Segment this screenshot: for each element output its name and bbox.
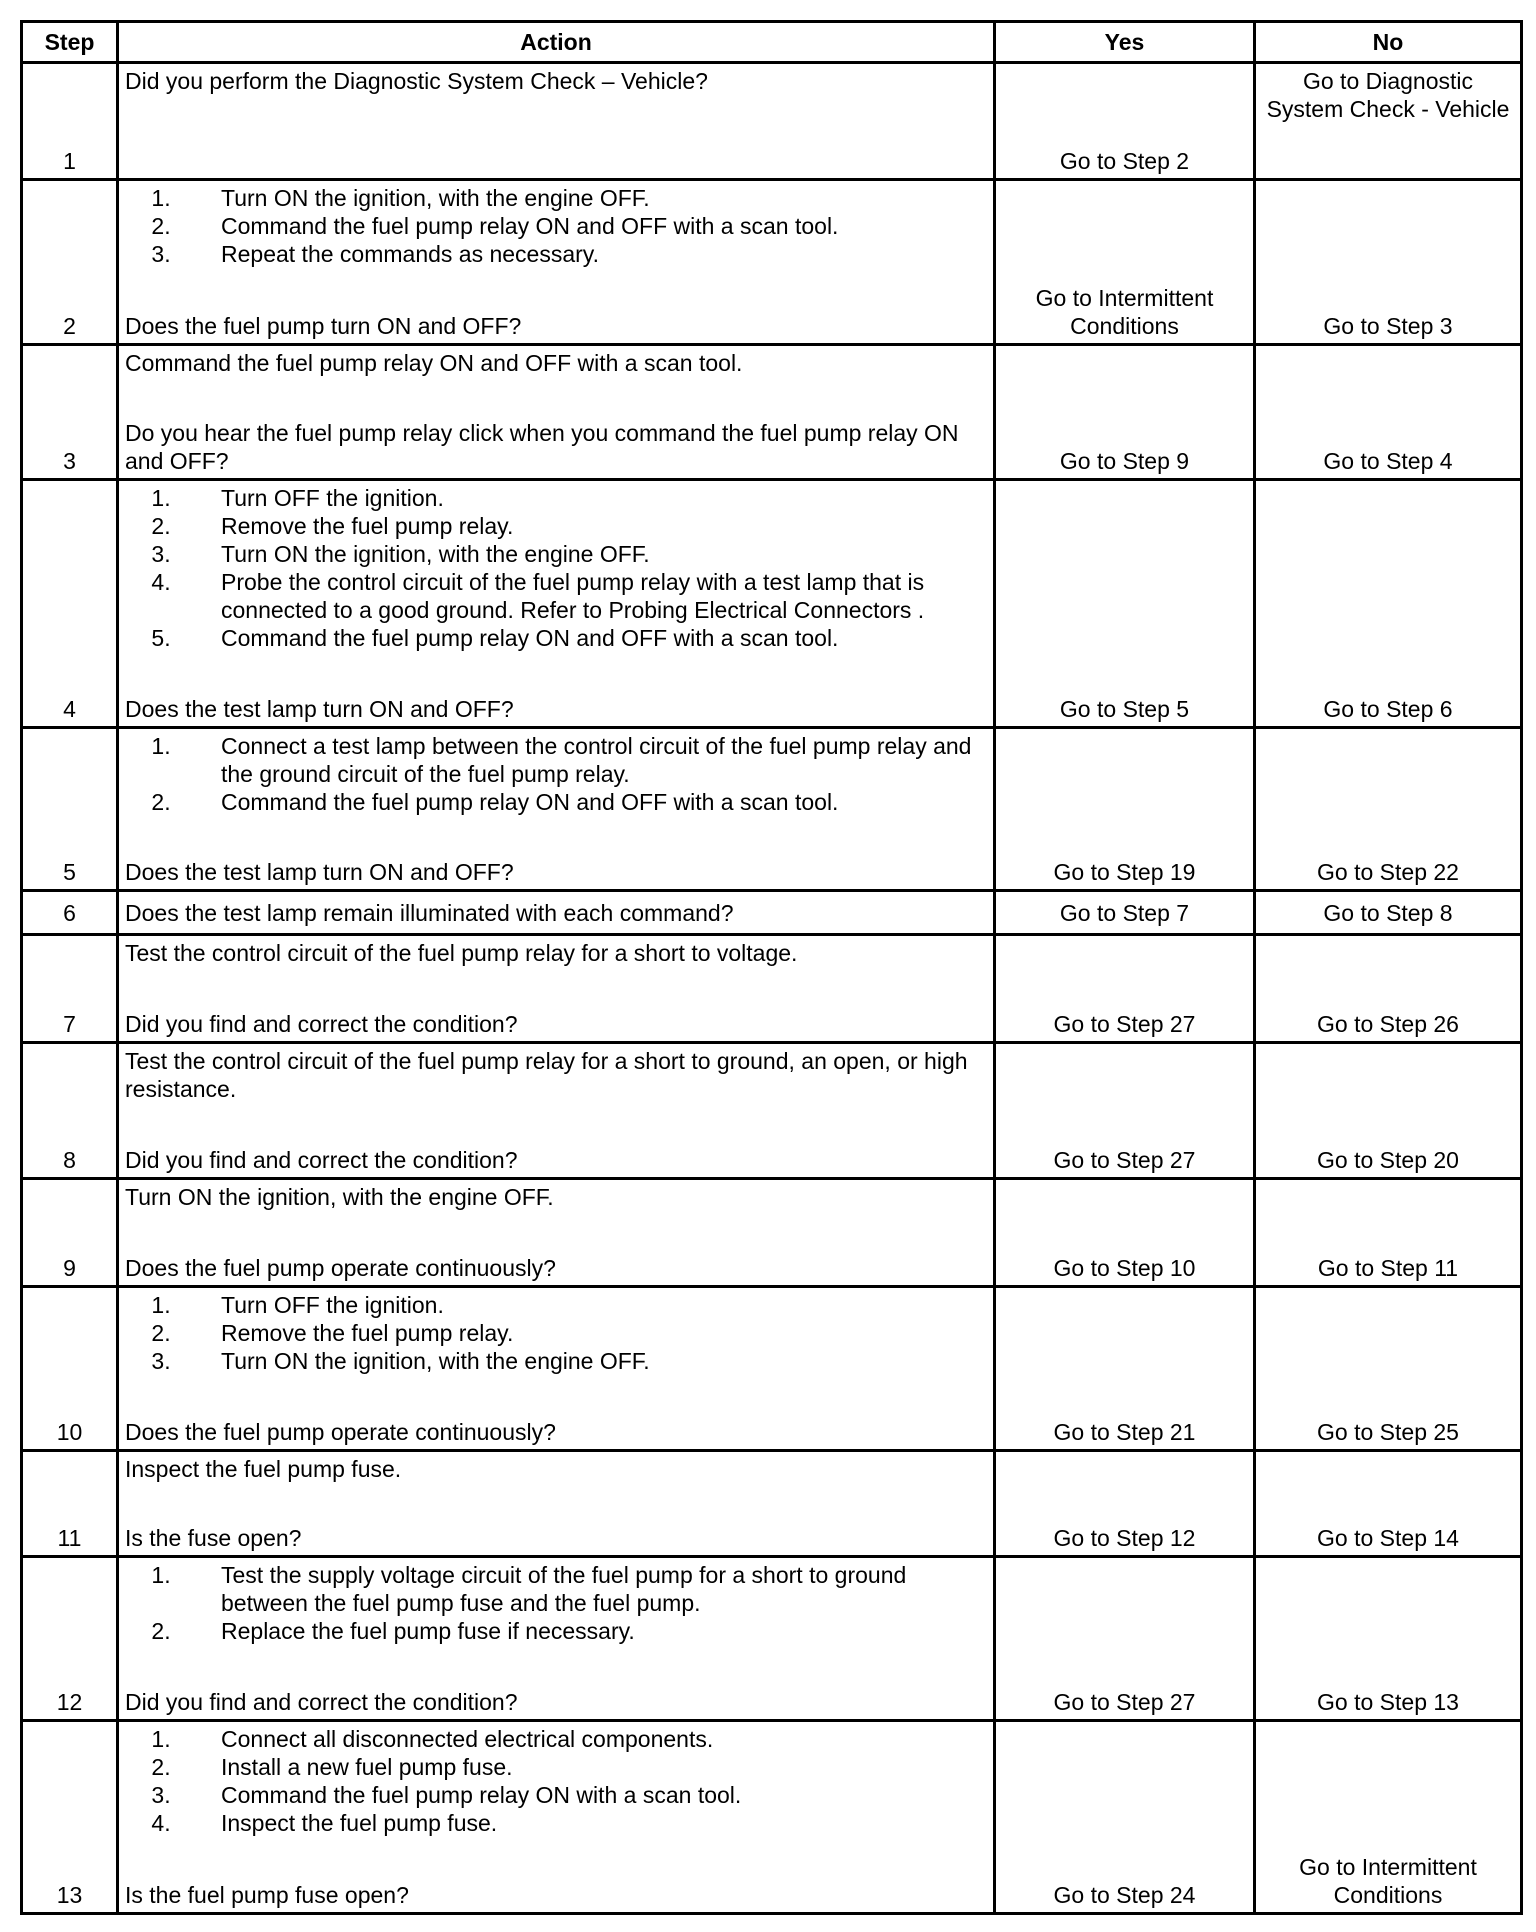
table-row xyxy=(22,1042,1522,1178)
action-cell xyxy=(118,1557,995,1721)
step-number: 7 xyxy=(22,935,118,1043)
procedure-list xyxy=(125,484,987,652)
action-question: Is the fuse open? xyxy=(125,1525,302,1552)
action-content xyxy=(125,732,987,887)
action-top xyxy=(125,349,987,377)
yes-outcome: Go to Step 5 xyxy=(995,480,1255,728)
table-row xyxy=(22,480,1522,728)
action-content xyxy=(125,349,987,475)
no-outcome: Go to Step 14 xyxy=(1255,1450,1522,1557)
action-cell xyxy=(118,63,995,180)
action-top xyxy=(125,1047,987,1103)
table-row xyxy=(22,727,1522,891)
procedure-item: 3. Turn ON the ignition, with the engine OFF. xyxy=(177,540,987,568)
no-outcome: Go to Step 13 xyxy=(1255,1557,1522,1721)
action-cell xyxy=(118,1042,995,1178)
action-top xyxy=(125,732,987,816)
action-content xyxy=(125,1047,987,1174)
no-column-header: No xyxy=(1255,22,1522,63)
step-number: 4 xyxy=(22,480,118,728)
yes-outcome: Go to Step 27 xyxy=(995,1042,1255,1178)
no-outcome: Go to Step 6 xyxy=(1255,480,1522,728)
yes-column-header: Yes xyxy=(995,22,1255,63)
table-row xyxy=(22,63,1522,180)
action-question: Does the fuel pump turn ON and OFF? xyxy=(125,312,522,339)
action-top xyxy=(125,67,987,95)
action-instruction: Inspect the fuel pump fuse. xyxy=(125,1455,402,1482)
procedure-item: 2. Command the fuel pump relay ON and OFF with a scan tool. xyxy=(177,212,987,240)
no-outcome: Go to Step 20 xyxy=(1255,1042,1522,1178)
procedure-item: 2. Remove the fuel pump relay. xyxy=(177,512,987,540)
step-number: 6 xyxy=(22,891,118,935)
action-top xyxy=(125,184,987,268)
action-question: Did you find and correct the condition? xyxy=(125,1688,518,1715)
yes-outcome: Go to Step 2 xyxy=(995,63,1255,180)
header-row xyxy=(22,22,1522,63)
procedure-item: 2. Install a new fuel pump fuse. xyxy=(177,1753,987,1781)
procedure-list xyxy=(125,732,987,816)
table-row xyxy=(22,180,1522,345)
table-row xyxy=(22,1179,1522,1287)
step-number: 11 xyxy=(22,1450,118,1557)
step-number: 1 xyxy=(22,63,118,180)
no-outcome: Go to Step 26 xyxy=(1255,935,1522,1043)
table-row xyxy=(22,1450,1522,1557)
no-outcome: Go to Step 3 xyxy=(1255,180,1522,345)
procedure-item: 2. Command the fuel pump relay ON and OFF with a scan tool. xyxy=(177,788,987,816)
no-outcome: Go to Step 22 xyxy=(1255,727,1522,891)
table-row xyxy=(22,1287,1522,1451)
step-number: 3 xyxy=(22,345,118,480)
yes-outcome: Go to Step 27 xyxy=(995,935,1255,1043)
action-content xyxy=(125,1725,987,1909)
procedure-list xyxy=(125,1291,987,1375)
procedure-list xyxy=(125,1725,987,1837)
action-content xyxy=(125,484,987,723)
action-top xyxy=(125,1183,987,1211)
yes-outcome: Go to Intermittent Conditions xyxy=(995,180,1255,345)
action-cell xyxy=(118,480,995,728)
procedure-item: 3. Command the fuel pump relay ON with a scan tool. xyxy=(177,1781,987,1809)
table-row xyxy=(22,935,1522,1043)
procedure-item: 3. Repeat the commands as necessary. xyxy=(177,240,987,268)
action-question: Does the test lamp remain illuminated with each command? xyxy=(125,899,734,926)
yes-outcome: Go to Step 19 xyxy=(995,727,1255,891)
table-row xyxy=(22,1557,1522,1721)
action-question: Does the test lamp turn ON and OFF? xyxy=(125,695,514,722)
action-top xyxy=(125,1725,987,1837)
action-instruction: Test the control circuit of the fuel pump relay for a short to voltage. xyxy=(125,940,798,967)
action-cell xyxy=(118,1179,995,1287)
action-question: Does the fuel pump operate continuously? xyxy=(125,1255,556,1282)
action-cell xyxy=(118,1287,995,1451)
no-outcome: Go to Step 11 xyxy=(1255,1179,1522,1287)
action-top xyxy=(125,1291,987,1375)
table-row xyxy=(22,345,1522,480)
action-question: Did you find and correct the condition? xyxy=(125,1147,518,1174)
action-column-header: Action xyxy=(118,22,995,63)
action-content xyxy=(125,1561,987,1716)
action-content xyxy=(125,1183,987,1282)
action-content xyxy=(125,184,987,340)
diagnostic-sheet xyxy=(20,20,1520,1915)
step-number: 8 xyxy=(22,1042,118,1178)
yes-outcome: Go to Step 10 xyxy=(995,1179,1255,1287)
action-content xyxy=(125,1455,987,1553)
action-instruction: Test the control circuit of the fuel pump relay for a short to ground, an open, or high resistance. xyxy=(125,1047,968,1103)
action-question: Does the test lamp turn ON and OFF? xyxy=(125,859,514,886)
action-cell xyxy=(118,935,995,1043)
table-row xyxy=(22,1720,1522,1913)
procedure-item: 1. Test the supply voltage circuit of the fuel pump for a short to ground between the fuel pump fuse and the fuel pump. xyxy=(177,1561,987,1617)
action-question: Did you find and correct the condition? xyxy=(125,1010,518,1037)
action-question: Is the fuel pump fuse open? xyxy=(125,1881,409,1908)
yes-outcome: Go to Step 24 xyxy=(995,1720,1255,1913)
step-number: 10 xyxy=(22,1287,118,1451)
step-number: 13 xyxy=(22,1720,118,1913)
action-top xyxy=(125,484,987,652)
action-top xyxy=(125,1455,987,1483)
action-instruction: Did you perform the Diagnostic System Check – Vehicle? xyxy=(125,68,708,94)
no-outcome: Go to Step 8 xyxy=(1255,891,1522,935)
no-outcome: Go to Step 25 xyxy=(1255,1287,1522,1451)
step-number: 2 xyxy=(22,180,118,345)
yes-outcome: Go to Step 21 xyxy=(995,1287,1255,1451)
procedure-item: 1. Turn OFF the ignition. xyxy=(177,1291,987,1319)
step-number: 5 xyxy=(22,727,118,891)
no-outcome: Go to Intermittent Conditions xyxy=(1255,1720,1522,1913)
no-outcome: Go to Diagnostic System Check - Vehicle xyxy=(1255,63,1522,180)
action-cell xyxy=(118,1450,995,1557)
yes-outcome: Go to Step 12 xyxy=(995,1450,1255,1557)
action-question: Does the fuel pump operate continuously? xyxy=(125,1418,556,1445)
procedure-item: 4. Probe the control circuit of the fuel pump relay with a test lamp that is connected to a good ground. Refer to Probing Electrical Connectors . xyxy=(177,568,987,624)
step-number: 12 xyxy=(22,1557,118,1721)
diagnostic-table xyxy=(20,20,1523,1915)
procedure-item: 3. Turn ON the ignition, with the engine OFF. xyxy=(177,1347,987,1375)
procedure-item: 1. Turn ON the ignition, with the engine OFF. xyxy=(177,184,987,212)
action-cell xyxy=(118,891,995,935)
no-outcome: Go to Step 4 xyxy=(1255,345,1522,480)
step-column-header: Step xyxy=(22,22,118,63)
action-instruction: Command the fuel pump relay ON and OFF with a scan tool. xyxy=(125,350,743,377)
procedure-list xyxy=(125,184,987,268)
procedure-list xyxy=(125,1561,987,1645)
action-cell xyxy=(118,1720,995,1913)
action-content xyxy=(125,1291,987,1446)
action-cell xyxy=(118,180,995,345)
diagnostic-table-body xyxy=(22,63,1522,1914)
step-number: 9 xyxy=(22,1179,118,1287)
action-question: Do you hear the fuel pump relay click when you command the fuel pump relay ON and OFF? xyxy=(125,420,959,475)
action-cell xyxy=(118,727,995,891)
procedure-item: 5. Command the fuel pump relay ON and OFF with a scan tool. xyxy=(177,624,987,652)
action-content xyxy=(125,895,987,930)
procedure-item: 2. Replace the fuel pump fuse if necessary. xyxy=(177,1617,987,1645)
yes-outcome: Go to Step 7 xyxy=(995,891,1255,935)
procedure-item: 1. Turn OFF the ignition. xyxy=(177,484,987,512)
action-top xyxy=(125,939,987,967)
table-row xyxy=(22,891,1522,935)
action-cell xyxy=(118,345,995,480)
action-content xyxy=(125,67,987,175)
procedure-item: 4. Inspect the fuel pump fuse. xyxy=(177,1809,987,1837)
yes-outcome: Go to Step 9 xyxy=(995,345,1255,480)
action-instruction: Turn ON the ignition, with the engine OFF. xyxy=(125,1184,554,1211)
action-content xyxy=(125,939,987,1038)
procedure-item: 1. Connect a test lamp between the control circuit of the fuel pump relay and the ground circuit of the fuel pump relay. xyxy=(177,732,987,788)
procedure-item: 1. Connect all disconnected electrical components. xyxy=(177,1725,987,1753)
action-top xyxy=(125,1561,987,1645)
procedure-item: 2. Remove the fuel pump relay. xyxy=(177,1319,987,1347)
yes-outcome: Go to Step 27 xyxy=(995,1557,1255,1721)
